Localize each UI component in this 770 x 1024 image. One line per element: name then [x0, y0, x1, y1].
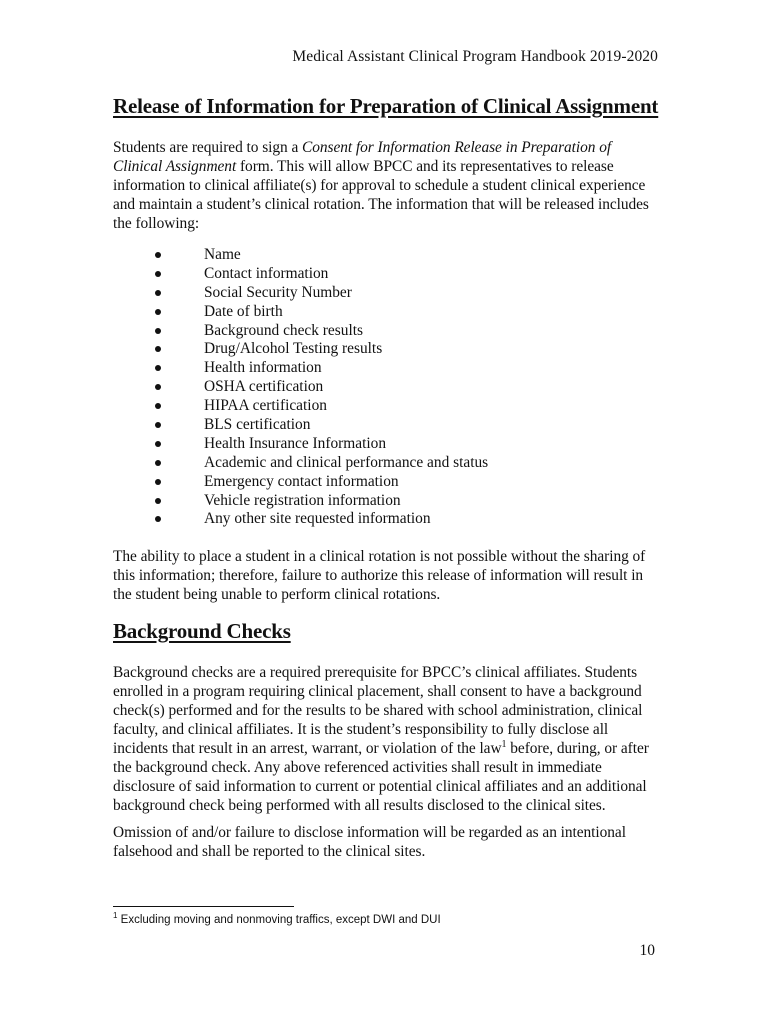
page-header: Medical Assistant Clinical Program Handbook 2019-2020	[292, 48, 658, 65]
bullet-icon	[155, 498, 161, 504]
list-item-text: Name	[204, 246, 241, 263]
bullet-icon	[155, 290, 161, 296]
footnote	[113, 911, 441, 926]
list-item-text: OSHA certification	[204, 378, 324, 396]
list-item-text: Any other site requested information	[204, 510, 431, 528]
list-item-text: Health Insurance Information	[204, 434, 387, 452]
list-item-text: Academic and clinical performance and status	[204, 453, 489, 471]
intro-text-after: form. This will allow BPCC and its representatives to release information to clinical affiliate(s) for approval to schedule a student clinical experience and maintain a student’s clinical rotation. The information that will be released includes the following:	[113, 158, 649, 232]
consent-form-name: Consent for Information Release in Preparation of Clinical Assignment	[113, 139, 612, 175]
section-title-release-of-information: Release of Information for Preparation of Clinical Assignment	[113, 94, 659, 118]
list-item-text: HIPAA certification	[204, 397, 327, 415]
list-item-text: Emergency contact information	[204, 472, 399, 490]
page-number: 10	[639, 942, 655, 959]
section-title-background-checks: Background Checks	[113, 619, 291, 643]
list-item-text: Drug/Alcohol Testing results	[204, 340, 383, 358]
list-item-text: Vehicle registration information	[204, 491, 401, 509]
list-item-text: Background check results	[204, 321, 363, 339]
bg-text-after: before, during, or after the background check. Any above referenced activities shall result in immediate disclosure of said information to current or potential clinical affiliates and an additional background check being performed with all results disclosed to the clinical sites.	[113, 740, 649, 814]
bullet-icon	[155, 384, 161, 390]
bullet-icon	[155, 441, 161, 447]
bullet-icon	[155, 516, 161, 522]
list-item-text: Health information	[204, 359, 322, 377]
list-item-text: Date of birth	[204, 302, 283, 320]
bg-text-before: Background checks are a required prerequisite for BPCC’s clinical affiliates. Students enrolled in a program requiring clinical placement, shall consent to have a background check(s) performed and for the results to be shared with school administration, clinical faculty, and clinical affiliates. It is the student’s responsibility to fully disclose all incidents that result in an arrest, warrant, or violation of the law	[113, 664, 643, 757]
release-closing-paragraph: The ability to place a student in a clinical rotation is not possible without the sharing of this information; therefore, failure to authorize this release of information will result in the student being unable to perform clinical rotations.	[113, 548, 646, 603]
bullet-icon	[155, 365, 161, 371]
bullet-icon	[155, 252, 161, 258]
bullet-icon	[155, 346, 161, 352]
omission-paragraph: Omission of and/or failure to disclose information will be regarded as an intentional falsehood and shall be reported to the clinical sites.	[113, 824, 626, 860]
background-checks-paragraph	[113, 663, 658, 815]
footnote-mark: 1	[113, 911, 118, 921]
list-item-text: BLS certification	[204, 416, 311, 434]
list-item-text: Social Security Number	[204, 283, 352, 301]
release-intro-paragraph	[113, 138, 658, 233]
footnote-divider	[113, 906, 294, 907]
bullet-icon	[155, 328, 161, 334]
bullet-icon	[155, 422, 161, 428]
bullet-icon	[155, 479, 161, 485]
bullet-icon	[155, 460, 161, 466]
intro-text-before: Students are required to sign a	[113, 139, 303, 156]
footnote-reference: 1	[501, 738, 507, 750]
bullet-icon	[155, 271, 161, 277]
list-item-text: Contact information	[204, 264, 329, 282]
bullet-icon	[155, 309, 161, 315]
bullet-icon	[155, 403, 161, 409]
footnote-text: Excluding moving and nonmoving traffics, except DWI and DUI	[117, 914, 441, 926]
